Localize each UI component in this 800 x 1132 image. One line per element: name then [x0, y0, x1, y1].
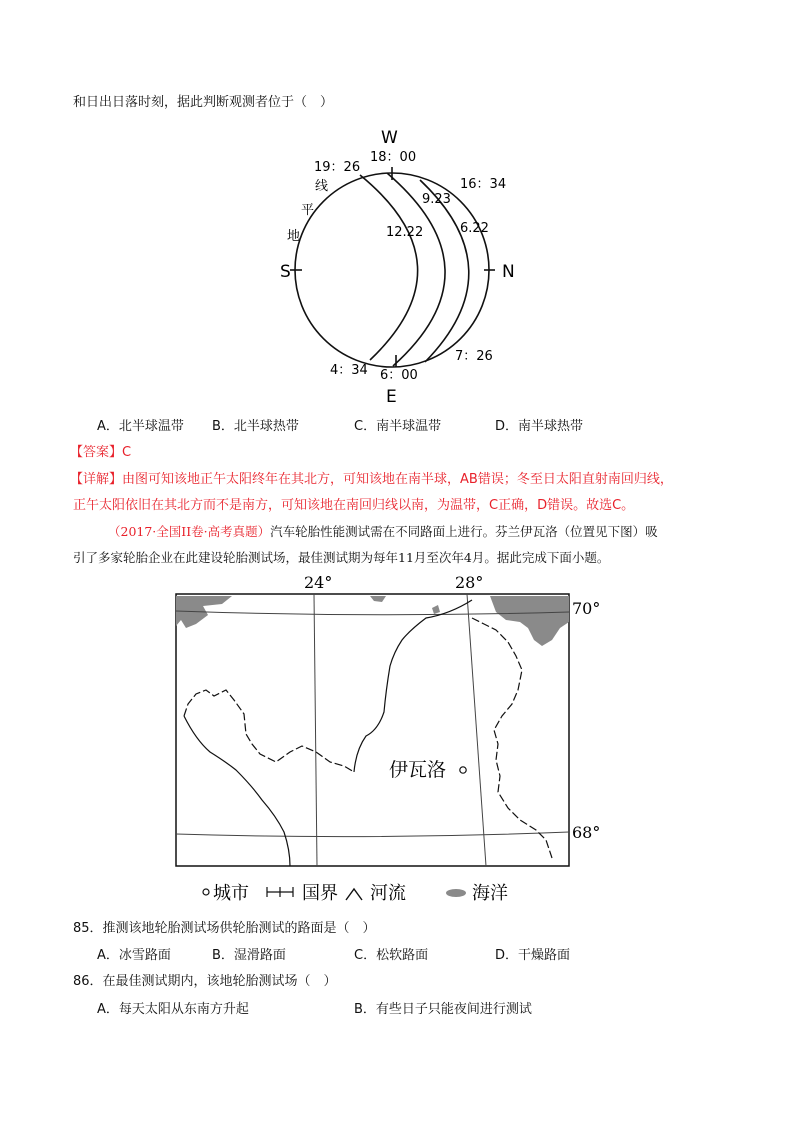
q86-option-a[interactable]: A．每天太阳从东南方升起 [97, 1002, 249, 1017]
parallel-68 [176, 832, 569, 837]
date-622: 6.22 [460, 221, 489, 236]
legend-city: 城市 [213, 883, 249, 904]
detail-line-1: 【详解】由图可知该地正午太阳终年在其北方，可知该地在南半球，AB错误；冬至日太阳直射南回归线， [70, 472, 673, 487]
dir-w: W [381, 128, 398, 148]
city-marker [460, 767, 466, 773]
ocean-area-mid2 [432, 605, 440, 614]
ocean-area-right [490, 596, 569, 646]
q85-option-d[interactable]: D．干燥路面 [495, 948, 571, 963]
time-1926: 19：26 [314, 160, 361, 175]
q84-option-b[interactable]: B．北半球热带 [212, 419, 299, 434]
date-1222: 12.22 [386, 225, 424, 240]
city-ivalo: 伊瓦洛 [389, 759, 447, 781]
q85-option-b[interactable]: B．湿滑路面 [212, 948, 286, 963]
q86-stem: 86．在最佳测试期内，该地轮胎测试场（ ） [73, 974, 337, 989]
time-1800: 18：00 [370, 150, 417, 165]
legend-border-icon [267, 887, 293, 897]
legend-city-icon [203, 889, 209, 895]
arc-1222 [360, 175, 418, 360]
dir-s: S [280, 262, 291, 282]
legend-ocean-icon [446, 889, 466, 897]
ocean-area-mid [370, 596, 386, 602]
legend-river: 河流 [370, 883, 406, 904]
q84-option-d[interactable]: D．南半球热带 [495, 419, 584, 434]
label-lat-68: 68° [572, 823, 601, 842]
river-tana [354, 600, 472, 772]
dir-n: N [502, 262, 515, 282]
time-600: 6：00 [380, 368, 418, 383]
q85-stem: 85．推测该地轮胎测试场供轮胎测试的路面是（ ） [73, 921, 376, 936]
time-1634: 16：34 [460, 177, 507, 192]
horizon-label-3: 地 [287, 229, 301, 244]
horizon-label-1: 线 [315, 179, 329, 194]
date-923: 9.23 [422, 192, 451, 207]
meridian-24 [314, 594, 317, 866]
meridian-28 [467, 594, 486, 866]
time-434: 4：34 [330, 363, 368, 378]
horizon-circle [295, 173, 489, 367]
map-frame [176, 594, 569, 866]
q85-option-a[interactable]: A．冰雪路面 [97, 948, 171, 963]
horizon-label-2: 平 [301, 203, 315, 218]
sun-path-diagram [270, 120, 540, 410]
q86-option-b[interactable]: B．有些日子只能夜间进行测试 [354, 1002, 532, 1017]
q84-option-c[interactable]: C．南半球温带 [354, 419, 442, 434]
dir-e: E [386, 387, 397, 407]
legend-ocean: 海洋 [472, 883, 508, 904]
legend-border: 国界 [302, 883, 338, 904]
passage-source: （2017·全国II卷·高考真题） [108, 524, 271, 539]
passage-line-1: （2017·全国II卷·高考真题）汽车轮胎性能测试需在不同路面上进行。芬兰伊瓦洛（位置见下图）吸 [108, 524, 658, 539]
detail-line-2: 正午太阳依旧在其北方而不是南方，可知该地在南回归线以南，为温带，C正确，D错误。故选C。 [73, 498, 635, 513]
label-lon-28: 28° [455, 573, 484, 592]
answer: 【答案】C [70, 445, 132, 460]
q84-stem: 和日出日落时刻，据此判断观测者位于（ ） [73, 95, 334, 110]
label-lat-70: 70° [572, 599, 601, 618]
ivalo-map [170, 570, 620, 915]
q85-option-c[interactable]: C．松软路面 [354, 948, 429, 963]
time-726: 7：26 [455, 349, 493, 364]
river-west [184, 716, 290, 866]
border-east [472, 618, 552, 858]
border-west [184, 690, 354, 772]
label-lon-24: 24° [304, 573, 333, 592]
passage-line-2: 引了多家轮胎企业在此建设轮胎测试场，最佳测试期为每年11月至次年4月。据此完成下面小题。 [73, 550, 610, 565]
legend-river-icon [346, 889, 362, 900]
q84-option-a[interactable]: A．北半球温带 [97, 419, 184, 434]
